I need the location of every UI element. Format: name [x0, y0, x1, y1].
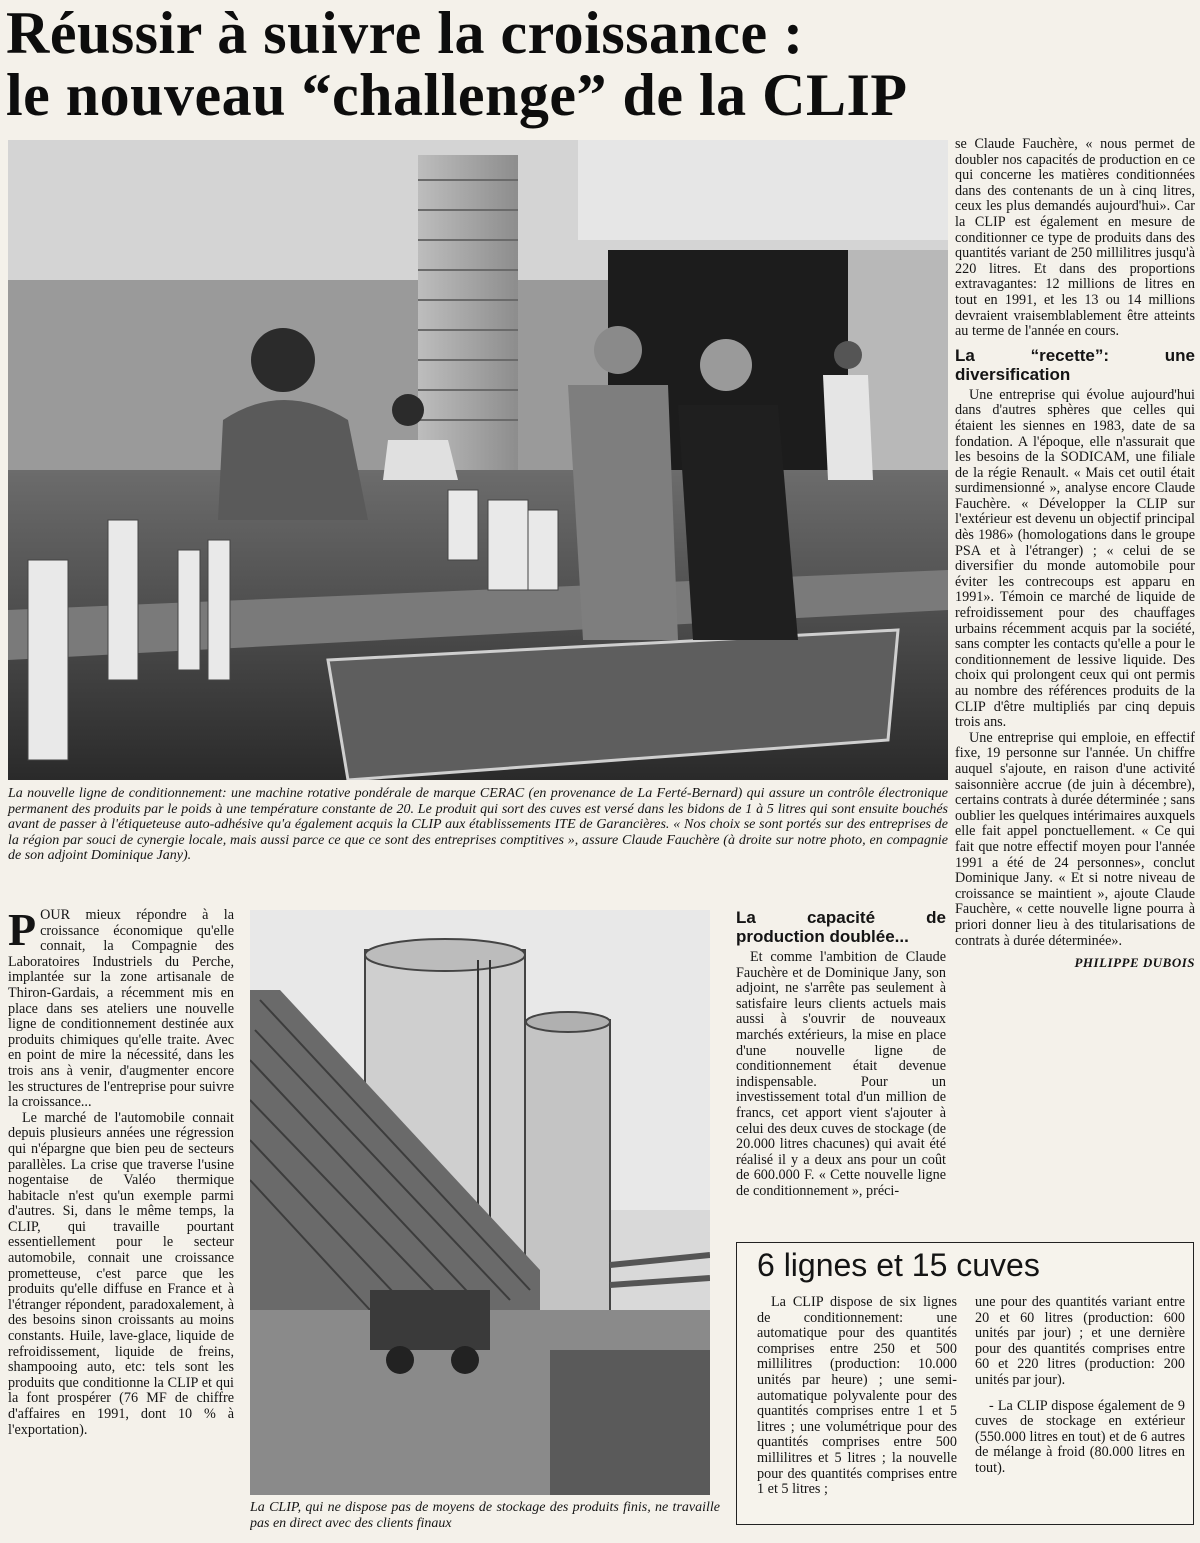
right-column-subhead: La “recette”: une diversification	[955, 345, 1195, 384]
facts-box-column-2	[975, 1295, 1185, 1477]
storage-tanks-photo	[250, 910, 710, 1495]
factory-photo-caption: La nouvelle ligne de conditionnement: une machine rotative pondérale de marque CERAC (en provenance de La Ferté-Bernard) qui assure un contrôle électronique permanent des produits par le poids à une température constante de 20. Le produit qui sort des cuves est versé dans les bidons de 1 à 5 litres qui sont ensuite bouchés avant de passer à l'étiqueteuse auto-adhésive qu'a également acquis la CLIP aux établissements ITE de Garancières. « Nos choix se sont portés sur des entreprises de la région par souci de cynergie locale, mais aussi parce ce que ce sont des entreprises comptitives », assure Claude Fauchère (à droite sur notre photo, en compagnie de son adjoint Dominique Jany).	[8, 786, 948, 863]
facts-box-paragraph-2: une pour des quantités variant entre 20 et 60 litres (production: 600 unités par jour) ; et une dernière pour des quantités comprises entre 60 et 220 litres (production: 200 unités par jour).	[975, 1294, 1185, 1388]
facts-box	[736, 1242, 1194, 1525]
right-column	[955, 137, 1195, 971]
left-column-paragraph-2: Le marché de l'automobile connait depuis plusieurs années une régression qui n'épargne que bien peu de secteurs parallèles. La crise que traverse l'usine nogentaise de Valéo thermique habitacle n'est qu'un exemple parmi d'autres. Si, dans le même temps, la CLIP, qui travaille pourtant essentiellement pour le secteur automobile, connait une croissance prometteuse, c'est parce que les produits qu'elle diffuse en France et à l'étranger répondent, paradoxalement, à des besoins sinon croissants au moins constants. Huile, lave-glace, liquide de refroidissement, liquide de freins, shampooing auto, etc: tels sont les produits que conditionne la CLIP et qui la font prospérer (76 MF de chiffre d'affaires en 1991, dont 10 % à l'exportation).	[8, 1109, 234, 1438]
right-column-paragraph-1: se Claude Fauchère, « nous permet de doubler nos capacités de production en ce qui concerne les matières conditionnées dans des contenants de un à cinq litres, ceux les plus demandés aujourd'hui». Car la CLIP est également en mesure de conditionner ce type de produits dans des quantités variant de 250 millilitres jusqu'à 220 litres. Et dans des proportions extravagantes: 12 millions de litres en tout en 1991, et les 13 ou 14 millions devraient vraisemblablement être atteints au terme de l'année en cours.	[955, 136, 1195, 340]
left-column-paragraph-1-text: OUR mieux répondre à la croissance économique qu'elle connait, la Compagnie des Laboratoires Industriels du Perche, implantée sur la zone artisanale de Thiron-Gardais, a récemment mis en place dans ses ateliers une nouvelle ligne de conditionnement destinée aux produits chimiques qu'elle traite. Avec en point de mire la nécessité, dans les trois ans à venir, d'augmenter encore les structures de l'entreprise pour suivre la croissance...	[8, 907, 234, 1111]
facts-box-paragraph-3: - La CLIP dispose également de 9 cuves de stockage en extérieur (550.000 litres en tout) et de 6 autres de mélange à froid (80.000 litres en tout).	[975, 1397, 1185, 1476]
right-column-paragraph-2: Une entreprise qui évolue aujourd'hui dans d'autres sphères que celles qui étaient les siennes en 1983, date de sa fondation. A l'époque, elle n'assurait que les besoins de la SODICAM, une filiale de la régie Renault. « Mais cet outil était surdimensionné », analyse encore Claude Fauchère. « Développer la CLIP sur l'extérieur est devenu un objectif principal dès 1986» (homologations dans le groupe PSA et à l'étranger) ; « celui de se diversifier du monde automobile pour éviter les contrecoups est apparu en 1991». Témoin ce marché de liquide de refroidissement pour des chauffages urbains récemment acquis par la société, sans compter les contacts qu'elle a pour le conditionnement de lessive liquide. Des choix qui prolongent ceux qui ont permis au nombre des références produits de la CLIP d'être multipliés par cinq depuis trois ans.	[955, 386, 1195, 731]
tanks-photo-caption: La CLIP, qui ne dispose pas de moyens de stockage des produits finis, ne travaille pas en direct avec des clients finaux	[250, 1500, 720, 1531]
left-column-paragraph-1	[8, 904, 234, 1111]
headline-line-2: le nouveau “challenge” de la CLIP	[6, 62, 908, 128]
headline	[6, 2, 1196, 126]
middle-column	[736, 908, 946, 1200]
drop-cap: P	[8, 904, 37, 955]
storage-tanks-illustration	[250, 910, 710, 1495]
facts-box-paragraph-1: La CLIP dispose de six lignes de conditionnement: une automatique pour des quantités comprises entre 250 et 500 millilitres (production: 10.000 unités par heure) ; une semi-automatique polyvalente pour des quantités comprises entre 1 et 5 litres ; une volumétrique pour des quantités comprises entre 500 millilitres et 5 litres ; la nouvelle pour des quantités comprises entre 1 et 5 litres ;	[757, 1294, 957, 1498]
facts-box-title: 6 lignes et 15 cuves	[757, 1247, 1040, 1283]
middle-column-paragraph-1: Et comme l'ambition de Claude Fauchère et de Dominique Jany, son adjoint, ne s'arrête pas seulement à satisfaire leurs clients actuels mais aussi à s'ouvrir de nouveaux marchés extérieurs, la mise en place d'une nouvelle ligne de conditionnement était devenue indispensable. Pour un investissement total d'un million de francs, cet apport vient s'ajouter à celui des deux cuves de stockage (de 20.000 litres chacunes) qui avait été réalisé il y a deux ans pour un coût de 600.000 F. « Cette nouvelle ligne de conditionnement », préci-	[736, 949, 946, 1199]
facts-box-column-1	[757, 1295, 957, 1498]
left-column	[8, 904, 234, 1438]
factory-line-illustration	[8, 140, 948, 780]
byline: PHILIPPE DUBOIS	[1074, 955, 1195, 971]
right-column-paragraph-3: Une entreprise qui emploie, en effectif fixe, 19 personne sur l'année. Un chiffre auquel s'ajoute, en raison d'une activité saisonnière accrue (de juin à décembre), certains contrats à durée déterminée ; sans oublier les quelques intérimaires auxquels elle fait appel ponctuellement. « Ce qui fait que notre effectif moyen pour l'année 1991 a été de 24 personnes», conclut Dominique Jany. « Et si notre niveau de croissance se maintient », ajoute Claude Fauchère, « cette nouvelle ligne pourra à priori donner lieu à des titularisations de contrats à durée déterminée».	[955, 729, 1195, 949]
middle-column-subhead: La capacité de production doublée...	[736, 908, 946, 946]
factory-line-photo	[8, 140, 948, 780]
headline-line-1: Réussir à suivre la croissance :	[6, 0, 804, 66]
